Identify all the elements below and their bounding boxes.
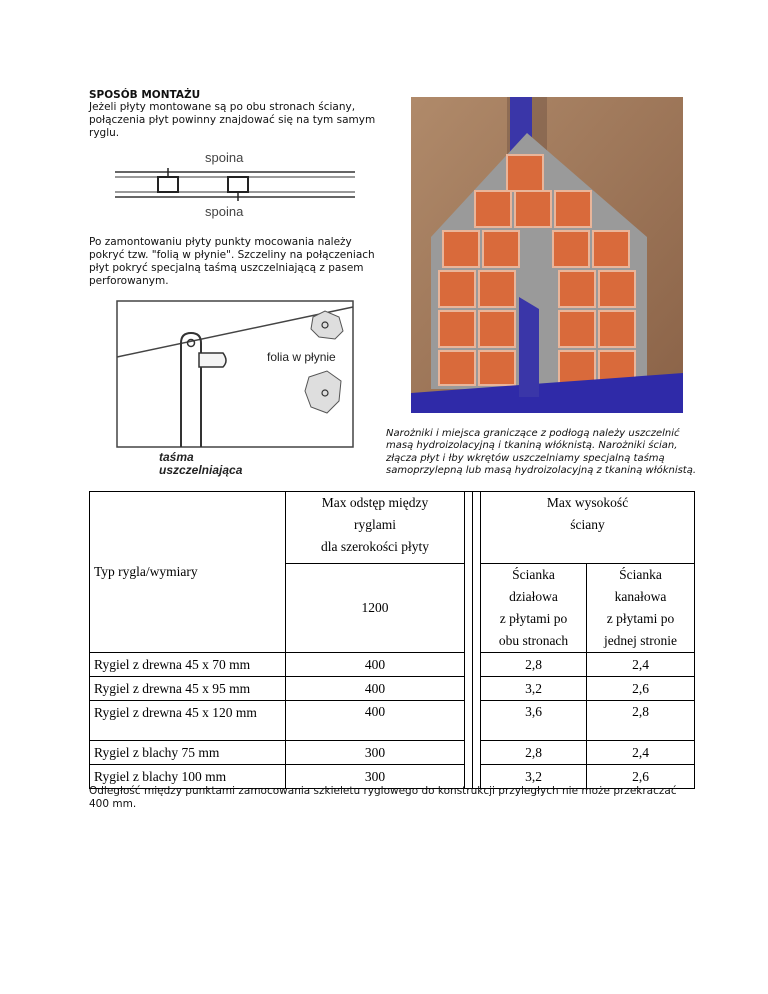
header-partition-wall: Ścianka działowa z płytami po obu stronach [481, 564, 587, 653]
row-height-duct: 2,8 [587, 701, 695, 741]
header-max-height: Max wysokość ściany [481, 492, 695, 564]
row-stud-type: Rygiel z drewna 45 x 95 mm [90, 677, 286, 701]
table-row [90, 677, 695, 701]
header-max-spacing: Max odstęp między ryglami dla szerokości płyty [286, 492, 465, 564]
row-spacing: 300 [286, 765, 465, 789]
row-height-duct: 2,4 [587, 653, 695, 677]
row-stud-type: Rygiel z blachy 100 mm [90, 765, 286, 789]
stud-spec-table [89, 491, 695, 789]
inner-corner-tape [519, 297, 539, 397]
row-spacing: 400 [286, 677, 465, 701]
spacer-column [473, 492, 481, 789]
tape-roll [199, 353, 226, 367]
liquid-foil-label: folia w płynie [267, 350, 336, 364]
row-stud-type: Rygiel z drewna 45 x 70 mm [90, 653, 286, 677]
sealing-tape-diagram [113, 297, 360, 479]
sealing-tape-label-1: taśma [159, 450, 194, 464]
row-height-duct: 2,6 [587, 677, 695, 701]
footer-note: Odległość między punktami zamocowania szkieletu ryglowego do konstrukcji przyległych nie może przekraczać 400 mm. [89, 785, 677, 810]
row-stud-type: Rygiel z blachy 75 mm [90, 741, 286, 765]
row-spacing: 300 [286, 741, 465, 765]
row-height-partition: 2,8 [481, 741, 587, 765]
row-height-partition: 3,6 [481, 701, 587, 741]
row-height-duct: 2,6 [587, 765, 695, 789]
intro-paragraph: Jeżeli płyty montowane są po obu stronach ściany, połączenia płyt powinny znajdować się na tym samym ryglu. [89, 101, 376, 139]
spacer-column [465, 492, 473, 789]
photo-caption: Narożniki i miejsca graniczące z podłogą należy uszczelnić masą hydroizolacyjną i tkaniną włóknistą. Narożniki ścian, złącza płyt i łby wkrętów uszczelniamy specjalną taśmą samoprzylepną lub masą hydroizolacyjną z tkaniną włóknistą. [386, 428, 697, 476]
table-row [90, 653, 695, 677]
row-spacing: 400 [286, 653, 465, 677]
row-stud-type: Rygiel z drewna 45 x 120 mm [90, 701, 286, 741]
stud-left [158, 177, 178, 192]
row-height-partition: 3,2 [481, 765, 587, 789]
joint-label-bottom: spoina [205, 204, 244, 219]
section-heading: SPOSÓB MONTAŻU [89, 89, 201, 101]
joint-label-top: spoina [205, 150, 244, 165]
sealing-paragraph: Po zamontowaniu płyty punkty mocowania należy pokryć tzw. "folią w płynie". Szczeliny na połączeniach płyt pokryć specjalną taśmą uszczelniającą z pasem perforowanym. [89, 236, 375, 287]
header-board-width: 1200 [286, 564, 465, 653]
row-height-duct: 2,4 [587, 741, 695, 765]
row-height-partition: 2,8 [481, 653, 587, 677]
header-stud-type: Typ rygla/wymiary [90, 492, 286, 653]
stud-right [228, 177, 248, 192]
row-spacing: 400 [286, 701, 465, 741]
row-height-partition: 3,2 [481, 677, 587, 701]
board-joint-diagram [110, 150, 360, 220]
header-duct-wall: Ścianka kanałowa z płytami po jednej stronie [587, 564, 695, 653]
tiled-corner-photo [411, 97, 683, 413]
table-row [90, 741, 695, 765]
table-row [90, 701, 695, 741]
sealing-tape-label-2: uszczelniająca [159, 463, 243, 477]
